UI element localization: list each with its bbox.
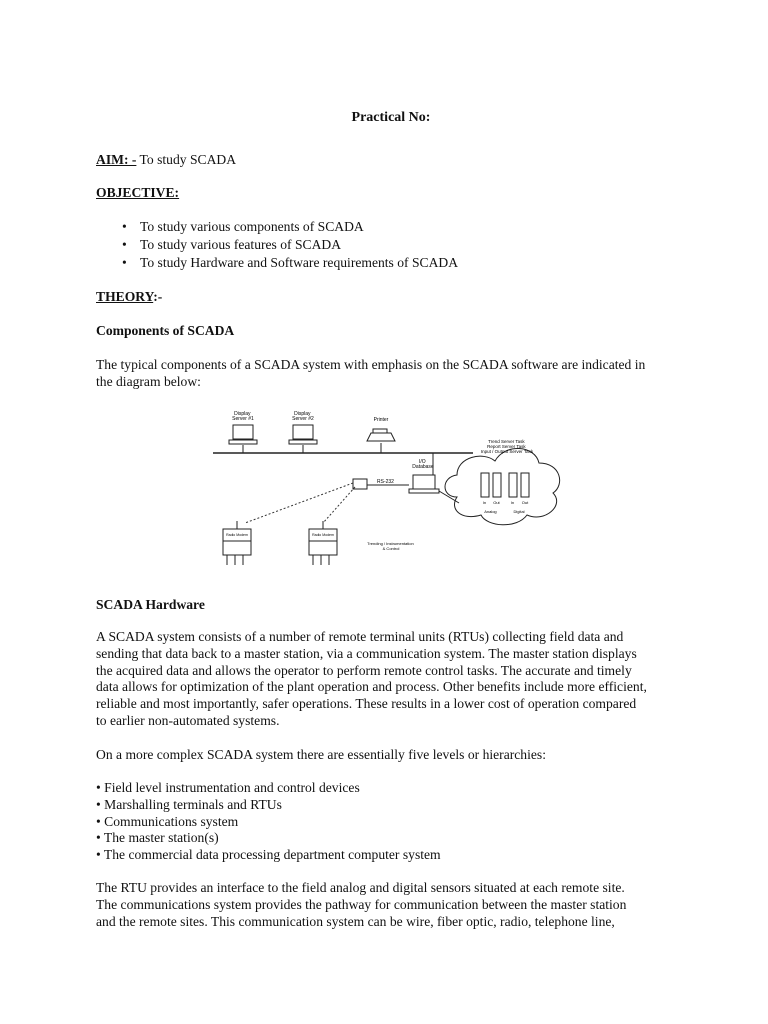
- display-server-1-icon: [229, 425, 257, 444]
- list-item: • Communications system: [96, 813, 239, 829]
- levels-intro: On a more complex SCADA system there are essentially five levels or hierarchies:: [96, 747, 546, 762]
- objective-list: [118, 218, 458, 272]
- hardware-heading: SCADA Hardware: [96, 597, 205, 612]
- components-heading: Components of SCADA: [96, 323, 235, 338]
- display-server-2-icon: [289, 425, 317, 444]
- bullet-icon: •: [122, 237, 127, 252]
- cloud-icon: [445, 448, 560, 524]
- printer-icon: [367, 429, 395, 441]
- bullet-icon: •: [122, 255, 127, 270]
- rtu-1-icon: [223, 521, 251, 565]
- display-server-1-label: Display Server #1: [232, 411, 254, 422]
- hardware-paragraph: A SCADA system consists of a number of remote terminal units (RTUs) collecting field data and sending that data back to a master station, via a communication system. The master station displays the acquired data and allows the operator to perform remote control tasks. The accurate and timely data allows for optimization of the plant operation and process. Other benefits include more efficient, reliable and most importantly, safer operations. These results in a lower cost of operation compared to earlier non-automated systems.: [96, 629, 647, 728]
- aim-text: To study SCADA: [136, 152, 237, 167]
- list-item: • The master station(s): [96, 830, 219, 846]
- cloud-tasks-label: Trend Server Task Report Server Task Input / Output Server Task: [480, 439, 534, 454]
- rack-io-labels: In Out In Out: [482, 500, 529, 505]
- aim-line: [96, 151, 236, 168]
- rack-captions: Analog Digital: [484, 509, 525, 514]
- list-item: • To study various features of SCADA: [122, 237, 342, 252]
- radio-link-1: [245, 483, 353, 523]
- io-database-icon: [409, 475, 439, 493]
- components-intro: The typical components of a SCADA system with emphasis on the SCADA software are indicated in the diagram below:: [96, 357, 646, 389]
- printer-label: Printer: [373, 417, 389, 423]
- io-database-label: I/O Database: [412, 459, 434, 470]
- rtu-comm-paragraph: The RTU provides an interface to the field analog and digital sensors situated at each remote site. The communications system provides the pathway for communication between the master station and the remote sites. This communication system can be wire, fiber optic, radio, telephone line,: [96, 880, 627, 929]
- rtu-2-icon: [309, 521, 337, 565]
- rtu-2-label: Radio Modem: [312, 533, 334, 537]
- display-server-2-label: Display Server #2: [292, 411, 314, 422]
- list-item: • Field level instrumentation and control devices: [96, 780, 360, 795]
- objective-heading: OBJECTIVE:: [96, 185, 180, 200]
- rs232-label: RS-232: [377, 479, 394, 485]
- levels-list: [96, 780, 441, 864]
- list-item: • Marshalling terminals and RTUs: [96, 796, 282, 812]
- radio-link-2: [323, 487, 355, 523]
- scada-components-diagram: [205, 405, 570, 575]
- theory-heading: THEORY:-: [96, 289, 163, 304]
- list-item: • The commercial data processing department computer system: [96, 847, 441, 863]
- list-item: • To study Hardware and Software requirements of SCADA: [122, 255, 459, 270]
- bullet-icon: •: [122, 219, 127, 234]
- diagram-caption: Trending / Instrumentation & Control: [367, 541, 414, 551]
- aim-label: AIM: -: [96, 152, 137, 167]
- rtu-1-label: Radio Modem: [226, 533, 248, 537]
- page-title: Practical No:: [351, 110, 431, 125]
- list-item: • To study various components of SCADA: [122, 219, 364, 234]
